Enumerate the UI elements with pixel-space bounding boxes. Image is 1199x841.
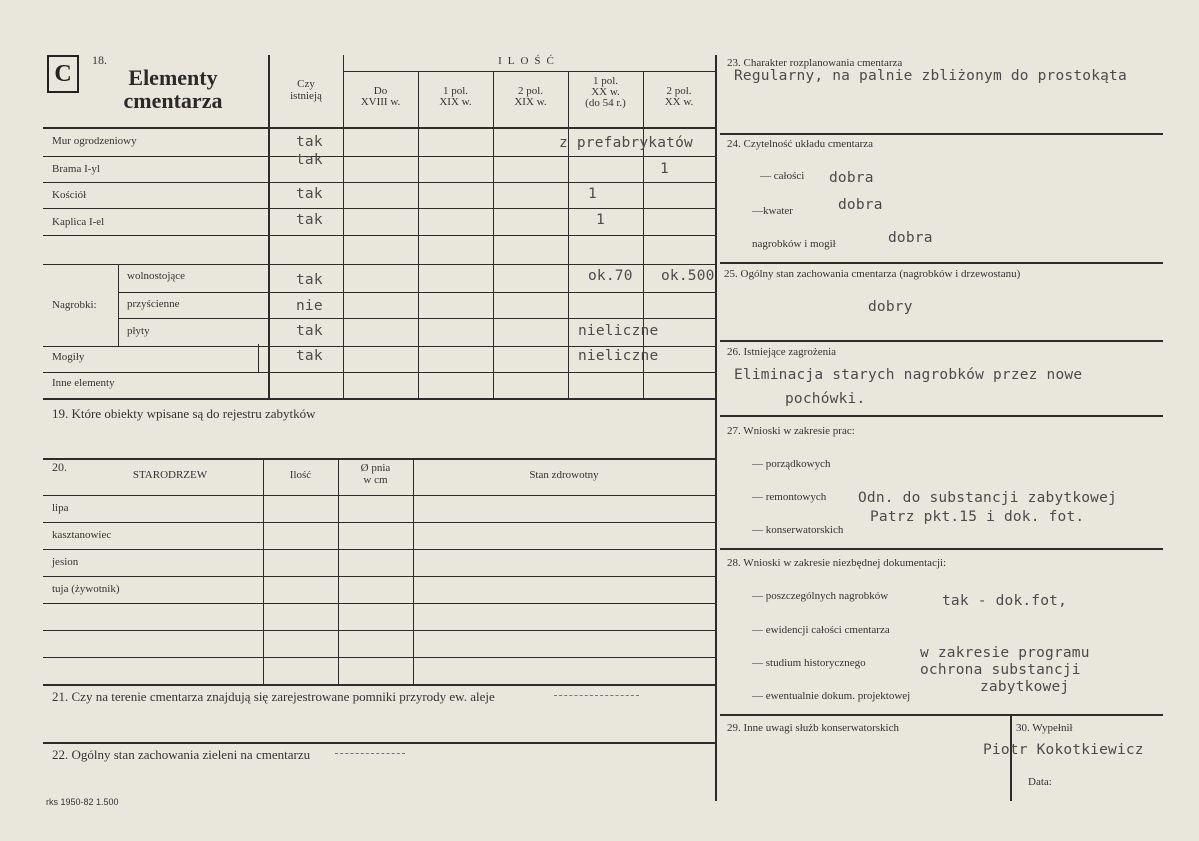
item-label: nagrobków i mogił — [752, 238, 836, 250]
typed-value: tak — [296, 272, 323, 288]
section-25-label: 25. Ogólny stan zachowania cmentarza (nagrobków i drzewostanu) — [724, 268, 1021, 280]
section-title — [108, 66, 238, 112]
typed-value: w zakresie programu — [920, 645, 1090, 661]
typed-value: Odn. do substancji zabytkowej — [858, 490, 1117, 506]
col-header-period: Do XVIII w. — [360, 85, 401, 108]
section-number: 20. — [52, 460, 67, 474]
typed-value: tak — [296, 323, 323, 339]
typed-value: Eliminacja starych nagrobków przez nowe — [734, 367, 1083, 383]
rule — [43, 346, 715, 347]
col-header-health: Stan zdrowotny — [529, 469, 599, 481]
rule — [43, 549, 715, 550]
rule — [418, 71, 419, 399]
rule — [43, 495, 715, 496]
item-label: — porządkowych — [752, 458, 831, 470]
rule — [493, 71, 494, 399]
tree-label: kasztanowiec — [52, 529, 112, 541]
typed-value: nieliczne — [578, 348, 659, 364]
rule — [338, 458, 339, 684]
rule — [43, 742, 715, 744]
row-label: przyścienne — [127, 298, 180, 310]
typed-value: 1 — [596, 212, 605, 228]
rule — [43, 264, 715, 265]
rule — [263, 458, 264, 684]
rule — [720, 714, 1163, 716]
typed-value: dobry — [868, 299, 913, 315]
typed-value: 1 — [660, 161, 669, 177]
col-header-starodrzew: STARODRZEW — [132, 469, 208, 481]
row-label: Kościół — [52, 189, 87, 201]
rule — [43, 208, 715, 209]
item-label: — całości — [760, 170, 805, 182]
col-header-exists: Czy istnieją — [290, 78, 322, 102]
group-label-nagrobki: Nagrobki: — [52, 299, 97, 311]
typed-value: dobra — [888, 230, 933, 246]
typed-value: Piotr Kokotkiewicz — [983, 742, 1144, 758]
section-27-label: 27. Wnioski w zakresie prac: — [727, 425, 855, 437]
section-22-label: 22. Ogólny stan zachowania zieleni na cmentarzu — [52, 747, 311, 762]
typed-value: dobra — [829, 170, 874, 186]
rule — [720, 262, 1163, 264]
section-21-label: 21. Czy na terenie cmentarza znajdują się zarejestrowane pomniki przyrody ew. aleje — [52, 689, 495, 704]
typed-value: ok.70 — [588, 268, 633, 284]
typed-value: Patrz pkt.15 i dok. fot. — [870, 509, 1085, 525]
col-header-period: 2 pol. XIX w. — [514, 85, 547, 108]
rule — [43, 182, 715, 183]
section-23-label: 23. Charakter rozplanowania cmentarza — [727, 57, 903, 69]
tree-label: lipa — [52, 502, 69, 514]
rule — [43, 630, 715, 631]
col-header-diameter: Ø pnia w cm — [360, 462, 391, 486]
row-label: Inne elementy — [52, 377, 115, 389]
title-line: Elementy — [128, 65, 218, 90]
typed-value: ochrona substancji — [920, 662, 1081, 678]
row-label: Mogiły — [52, 351, 85, 363]
typed-value: z prefabrykatów — [559, 135, 693, 151]
rule — [413, 458, 414, 684]
section-19-label: 19. Które obiekty wpisane są do rejestru zabytków — [52, 406, 316, 421]
rule — [1010, 716, 1012, 801]
typed-value: ok.500 — [661, 268, 715, 284]
typed-value: tak — [296, 186, 323, 202]
typed-value: dobra — [838, 197, 883, 213]
typed-value: tak - dok.fot, — [942, 593, 1068, 609]
dash-rule — [335, 753, 405, 754]
title-line: cmentarza — [123, 88, 223, 113]
typed-value: tak — [296, 152, 323, 168]
typed-value: tak — [296, 348, 323, 364]
rule — [43, 522, 715, 523]
col-header-period: 1 pol. XX w. (do 54 r.) — [585, 75, 626, 109]
item-label: — ewentualnie dokum. projektowej — [752, 690, 911, 702]
typed-value: zabytkowej — [980, 679, 1070, 695]
rule — [43, 372, 715, 373]
rule — [568, 71, 569, 399]
rule — [43, 458, 715, 460]
row-label: wolnostojące — [127, 270, 186, 282]
typed-value: tak — [296, 212, 323, 228]
typed-value: nie — [296, 298, 323, 314]
rule — [43, 156, 715, 157]
rule — [43, 603, 715, 604]
item-label: — ewidencji całości cmentarza — [752, 624, 890, 636]
rule — [43, 235, 715, 236]
rule — [118, 318, 715, 319]
section-29-label: 29. Inne uwagi służb konserwatorskich — [727, 722, 899, 734]
rule — [720, 415, 1163, 417]
row-label: Brama I-yl — [52, 163, 100, 175]
typed-value: tak — [296, 134, 323, 150]
typed-value: 1 — [588, 186, 597, 202]
rule — [720, 340, 1163, 342]
item-label: — remontowych — [752, 491, 827, 503]
section-28-label: 28. Wnioski w zakresie niezbędnej dokumentacji: — [727, 557, 947, 569]
rule — [118, 264, 119, 346]
rule — [343, 71, 715, 72]
rule — [720, 548, 1163, 550]
rule — [268, 55, 270, 399]
section-26-label: 26. Istniejące zagrożenia — [727, 346, 837, 358]
tree-label: tuja (żywotnik) — [52, 583, 120, 595]
col-header-ilosc: ILOŚĆ — [498, 55, 560, 67]
row-label: Mur ogrodzeniowy — [52, 135, 137, 147]
typed-value: nieliczne — [578, 323, 659, 339]
section-number: 18. — [92, 53, 107, 67]
rule — [43, 127, 715, 129]
row-label: Kaplica I-el — [52, 216, 105, 228]
item-label: — studium historycznego — [752, 657, 866, 669]
typed-value: pochówki. — [785, 391, 866, 407]
dash-rule — [554, 695, 639, 696]
col-header-period: 1 pol. XIX w. — [439, 85, 472, 108]
rule — [43, 576, 715, 577]
typed-value: Regularny, na palnie zbliżonym do prostokąta — [734, 68, 1127, 84]
rule — [258, 344, 259, 372]
form-letter-box: C — [47, 55, 79, 93]
row-label: płyty — [127, 325, 150, 337]
col-header-ilosc: Ilość — [289, 469, 312, 481]
col-header-period: 2 pol. XX w. — [664, 85, 694, 108]
section-24-label: 24. Czytelność układu cmentarza — [727, 138, 874, 150]
item-label: — poszczególnych nagrobków — [752, 590, 889, 602]
rule — [43, 684, 715, 686]
item-label: — konserwatorskich — [752, 524, 844, 536]
rule — [43, 398, 715, 400]
tree-label: jesion — [52, 556, 79, 568]
rule — [715, 55, 717, 801]
rule — [43, 657, 715, 658]
item-label: —kwater — [752, 205, 793, 217]
rule — [720, 133, 1163, 135]
date-label: Data: — [1028, 776, 1052, 788]
section-30-label: 30. Wypełnił — [1016, 722, 1073, 734]
rule — [118, 292, 715, 293]
print-code: rks 1950-82 1.500 — [46, 797, 119, 807]
